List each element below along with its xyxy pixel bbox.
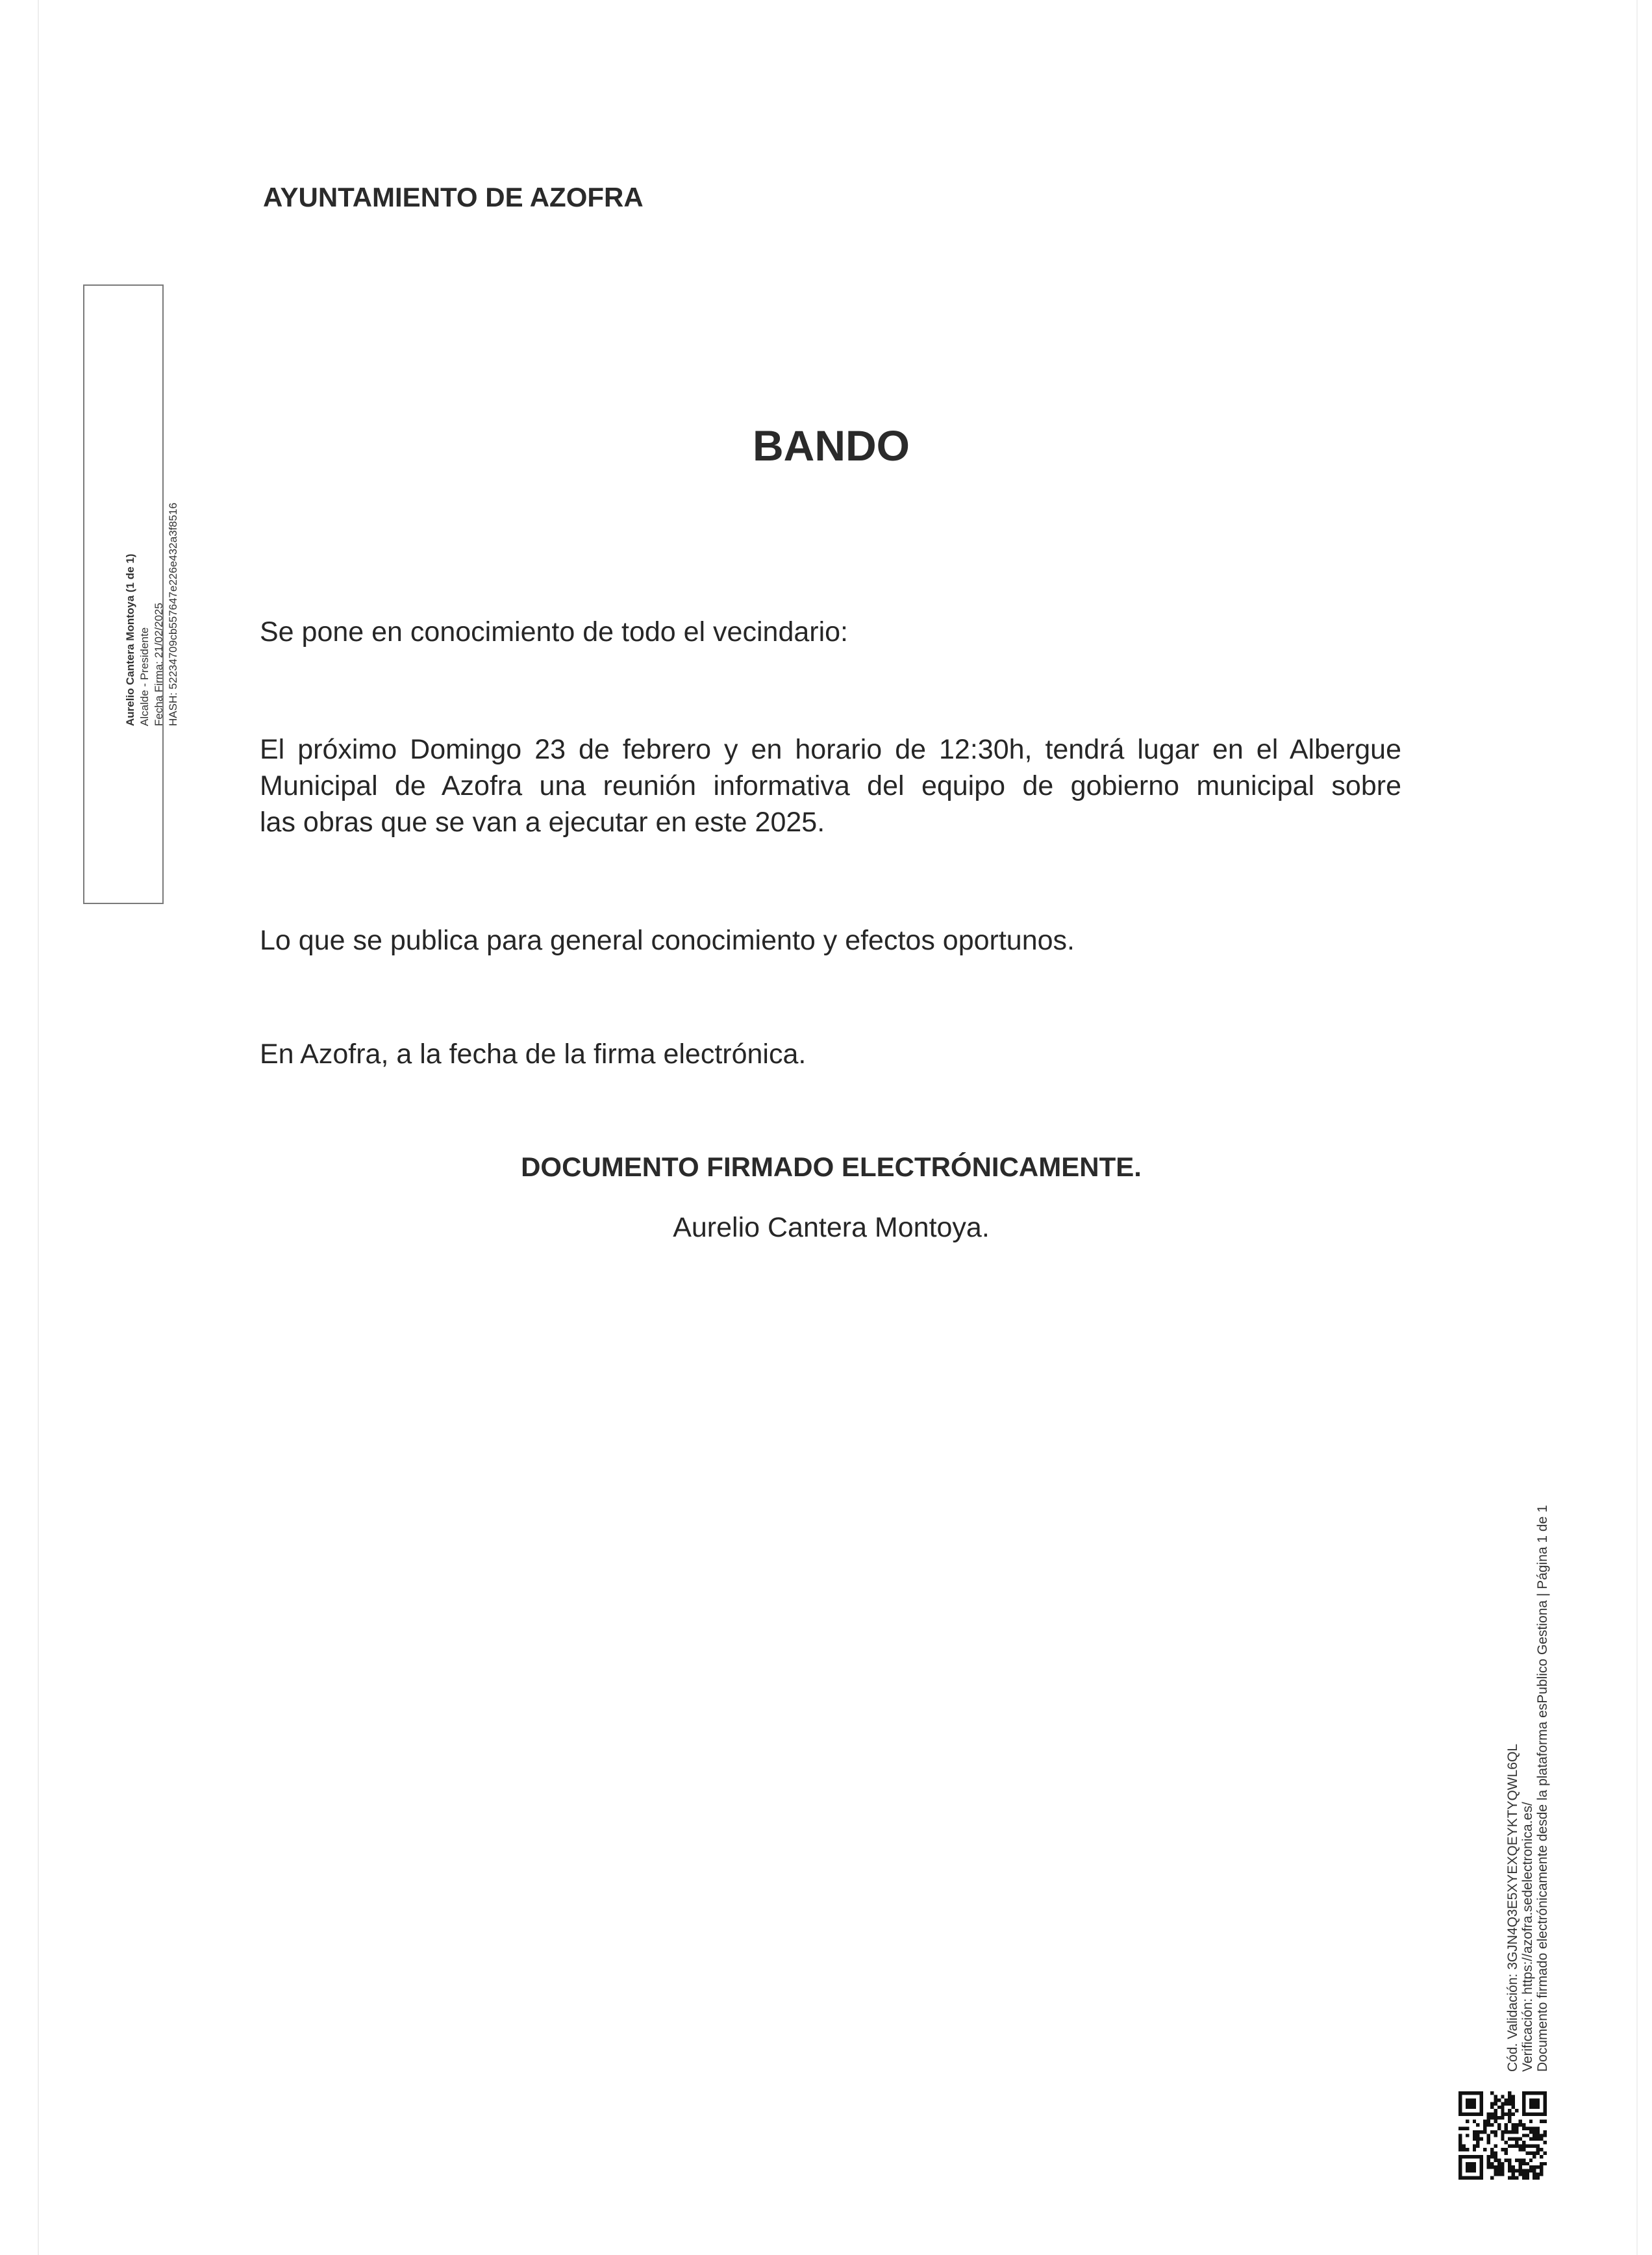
scan-edge-left — [38, 0, 39, 2255]
stamp-role-line: Alcalde - Presidente — [138, 627, 151, 726]
organization-header: AYUNTAMIENTO DE AZOFRA — [263, 182, 644, 212]
signed-notice: DOCUMENTO FIRMADO ELECTRÓNICAMENTE. — [521, 1152, 1142, 1182]
intro-paragraph: Se pone en conocimiento de todo el vecindario: — [260, 616, 849, 648]
body-line: Municipal de Azofra una reunión informativa del equipo de gobierno municipal sobre — [260, 770, 1401, 801]
stamp-date-line: Fecha Firma: 21/02/2025 — [153, 603, 165, 726]
scan-edge-right — [1636, 0, 1638, 2255]
stamp-signer-line: Aurelio Cantera Montoya (1 de 1) — [124, 553, 136, 726]
publication-paragraph: Lo que se publica para general conocimiento y efectos oportunos. — [260, 925, 1075, 956]
signature-stamp — [91, 460, 179, 726]
verification-block — [1496, 1403, 1555, 2078]
body-paragraph — [260, 731, 1401, 840]
stamp-hash-line: HASH: 52234709cb557647e226e432a3f8516 — [167, 502, 179, 726]
body-line: las obras que se van a ejecutar en este 2025. — [260, 807, 825, 838]
place-date-paragraph: En Azofra, a la fecha de la firma electrónica. — [260, 1039, 807, 1070]
document-title: BANDO — [753, 422, 910, 470]
signer-name: Aurelio Cantera Montoya. — [673, 1212, 990, 1243]
qr-code-icon — [1458, 2091, 1547, 2180]
verification-url[interactable]: Verificación: https://azofra.sedelectronica.es/ — [1520, 1802, 1535, 2072]
platform-note: Documento firmado electrónicamente desde la plataforma esPublico Gestiona | Página 1 de 1 — [1535, 1505, 1550, 2072]
body-line: El próximo Domingo 23 de febrero y en horario de 12:30h, tendrá lugar en el Albergue — [260, 734, 1401, 765]
validation-code: Cód. Validación: 3GJN4Q3E5XYEXQEYKTYQWL6QL — [1505, 1743, 1520, 2072]
